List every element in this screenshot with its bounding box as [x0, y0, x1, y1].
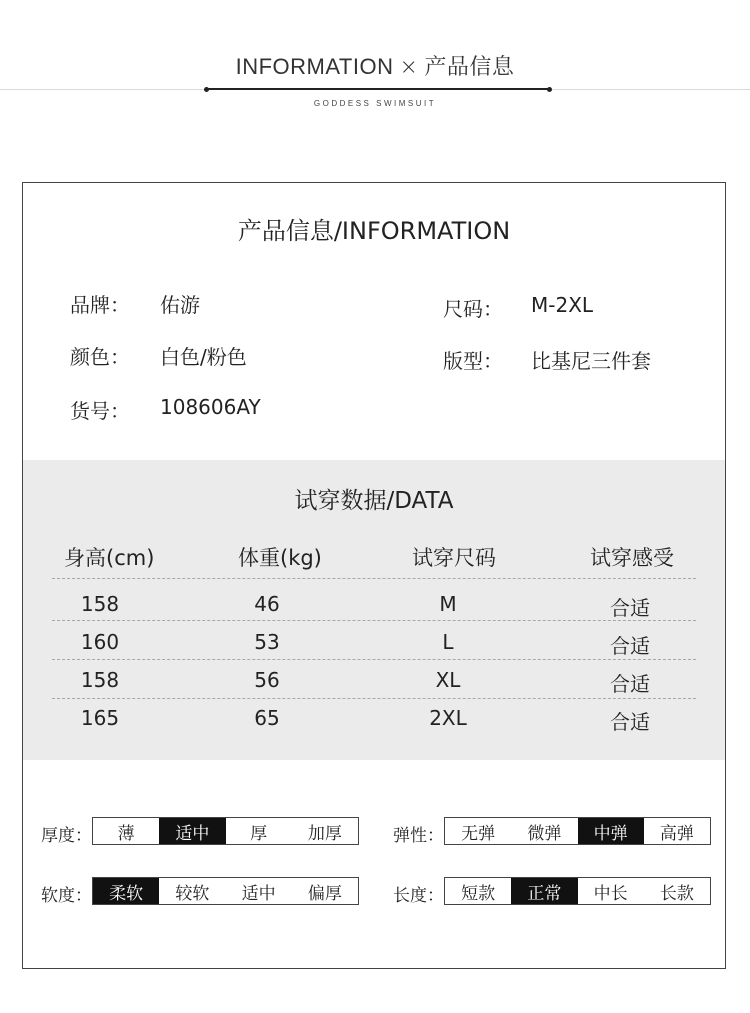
- cell-feel: 合适: [610, 596, 650, 620]
- item-no-value: 108606AY: [160, 395, 261, 419]
- scale-option: 长款: [659, 883, 694, 904]
- scale-option: 柔软: [93, 878, 159, 904]
- divider-dot-icon-right: [547, 87, 552, 92]
- item-no-row: [70, 395, 261, 424]
- header-title-cn: 产品信息: [424, 55, 515, 80]
- scale-option: 正常: [511, 878, 577, 904]
- color-label: 颜色：: [70, 345, 130, 369]
- cell-height: 160: [80, 630, 120, 654]
- scale-option: 高弹: [659, 823, 694, 844]
- scale-option: 中弹: [578, 818, 644, 844]
- header-title: [0, 50, 750, 81]
- length-scale: [444, 877, 711, 905]
- elasticity-scale: [444, 817, 711, 845]
- thickness-label: 厚度：: [41, 826, 92, 846]
- scale-option: 较软: [175, 883, 210, 904]
- th-size: 试穿尺码: [412, 546, 496, 570]
- th-weight: 体重(kg): [238, 546, 322, 570]
- cell-size: M: [439, 592, 457, 616]
- cell-weight: 65: [254, 706, 280, 730]
- table-divider: [52, 698, 696, 699]
- item-no-label: 货号：: [70, 399, 130, 423]
- size-value: M-2XL: [531, 293, 594, 317]
- cell-size: 2XL: [429, 706, 467, 730]
- scale-option: 无弹: [461, 823, 496, 844]
- trial-title: 试穿数据/DATA: [294, 488, 454, 514]
- trial-data-section: [23, 460, 725, 760]
- cell-size: XL: [435, 668, 461, 692]
- style-label: 版型：: [443, 349, 503, 373]
- brand-value: 佑游: [160, 293, 200, 317]
- cell-weight: 56: [254, 668, 280, 692]
- thickness-scale: [92, 817, 359, 845]
- table-divider: [52, 578, 696, 579]
- cell-weight: 53: [254, 630, 280, 654]
- cell-feel: 合适: [610, 672, 650, 696]
- brand-label: 品牌：: [70, 293, 130, 317]
- softness-scale: [92, 877, 359, 905]
- cell-weight: 46: [254, 592, 280, 616]
- color-value: 白色/粉色: [160, 345, 247, 369]
- scale-option: 加厚: [307, 823, 342, 844]
- scale-option: 适中: [241, 883, 276, 904]
- cell-feel: 合适: [610, 710, 650, 734]
- divider-dot-icon-left: [204, 87, 209, 92]
- style-row: [443, 345, 651, 374]
- info-title: 产品信息/INFORMATION: [237, 217, 511, 245]
- scale-option: 短款: [461, 883, 496, 904]
- close-x-icon: ×: [399, 55, 419, 80]
- cell-height: 165: [80, 706, 120, 730]
- style-value: 比基尼三件套: [531, 349, 651, 373]
- scale-option: 中长: [593, 883, 628, 904]
- table-divider: [52, 659, 696, 660]
- scale-option: 偏厚: [307, 883, 342, 904]
- size-label: 尺码：: [443, 297, 503, 321]
- th-height: 身高(cm): [64, 546, 155, 570]
- scale-option: 薄: [117, 823, 135, 844]
- cell-height: 158: [80, 592, 120, 616]
- color-row: [70, 341, 247, 370]
- brand-row: [70, 289, 200, 318]
- cell-feel: 合适: [610, 634, 650, 658]
- scale-option: 微弹: [527, 823, 562, 844]
- size-row: [443, 293, 594, 322]
- scale-option: 厚: [250, 823, 268, 844]
- softness-label: 软度：: [41, 886, 92, 906]
- elasticity-label: 弹性：: [393, 826, 444, 846]
- header-divider-thick: [206, 88, 550, 90]
- header-subtitle: GODDESS SWIMSUIT: [313, 99, 437, 108]
- header-title-en: INFORMATION: [235, 54, 394, 79]
- cell-size: L: [442, 630, 454, 654]
- scale-option: 适中: [159, 818, 225, 844]
- length-label: 长度：: [393, 886, 444, 906]
- info-card: [22, 182, 726, 969]
- th-feel: 试穿感受: [590, 546, 674, 570]
- cell-height: 158: [80, 668, 120, 692]
